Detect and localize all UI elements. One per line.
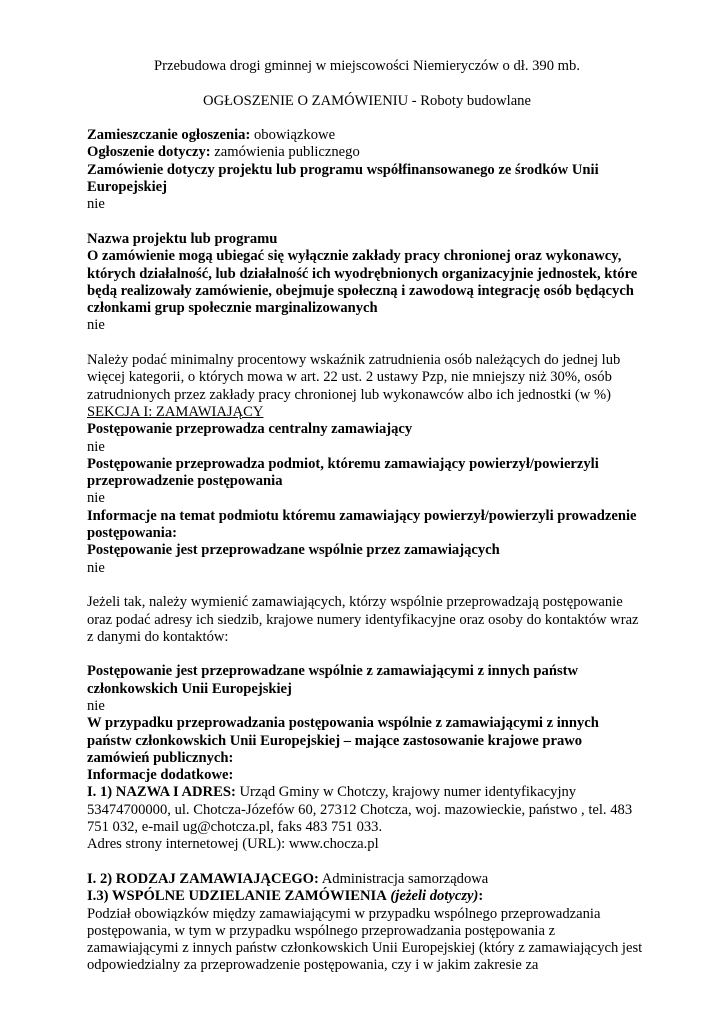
wspolne-row [87, 888, 647, 905]
chronione-answer: nie [87, 317, 105, 334]
ogloszenie-row [87, 144, 647, 161]
wspolne-label: I.3) WSPÓLNE UDZIELANIE ZAMÓWIENIA [87, 888, 387, 905]
informacje-dodatkowe-label: Informacje dodatkowe: [87, 767, 234, 784]
wspolnie-answer: nie [87, 559, 105, 576]
nazwa-adres-label: I. 1) NAZWA I ADRES: [87, 784, 236, 801]
projekt-answer: nie [87, 196, 105, 213]
centralny-question: Postępowanie przeprowadza centralny zamawiający [87, 421, 413, 438]
nazwa-adres-row [87, 784, 647, 836]
jezeli-tak-text: Jeżeli tak, należy wymienić zamawiających, którzy wspólnie przeprowadzają postępowanie oraz podać adresy ich siedzib, krajowe numery identyfikacyjne oraz osoby do kontaktów wraz z danymi do kontaktów: [87, 594, 639, 645]
rodzaj-label: I. 2) RODZAJ ZAMAWIAJĄCEGO: [87, 870, 319, 887]
zamieszczanie-value: obowiązkowe [250, 127, 336, 144]
chronione-question: O zamówienie mogą ubiegać się wyłącznie zakłady pracy chronionej oraz wykonawcy, których działalność, lub działalność ich wyodrębnionych organizacyjnie jednostek, które będą realizowały zamówienie, obejmuje społeczną i zawodową integrację osób będących członkami grup społecznie marginalizowanych [87, 248, 638, 317]
projekt-question: Zamówienie dotyczy projektu lub programu współfinansowanego ze środków Unii Europejskiej [87, 161, 599, 196]
centralny-answer: nie [87, 438, 105, 455]
rodzaj-value: Administracja samorządowa [318, 870, 489, 887]
informacje-podmiot-label: Informacje na temat podmiotu któremu zamawiający powierzył/powierzyli prowadzenie postępowania: [87, 507, 637, 542]
ogloszenie-value: zamówienia publicznego [210, 144, 360, 161]
wspolne-italic: (jeżeli dotyczy) [390, 888, 479, 905]
ue-answer: nie [87, 697, 105, 714]
wspolnie-question: Postępowanie jest przeprowadzane wspólnie przez zamawiających [87, 542, 500, 559]
nazwa-projektu-label: Nazwa projektu lub programu [87, 230, 278, 247]
document-subtitle: OGŁOSZENIE O ZAMÓWIENIU - Roboty budowlane [203, 92, 531, 109]
document-page [87, 58, 647, 975]
zamieszczanie-row [87, 127, 647, 144]
podmiot-question: Postępowanie przeprowadza podmiot, któremu zamawiający powierzył/powierzyli przeprowadzenie postępowania [87, 455, 599, 490]
sekcja-heading: SEKCJA I: ZAMAWIAJĄCY [87, 403, 264, 420]
podzial-text: Podział obowiązków między zamawiającymi w przypadku wspólnego przeprowadzania postępowania, w tym w przypadku wspólnego przeprowadzania postępowania z zamawiającymi z innych państw członkowskich Unii Europejskiej (który z zamawiających jest odpowiedzialny za przeprowadzenie postępowania, czy i w jakim zakresie za [87, 905, 643, 974]
ue-question: Postępowanie jest przeprowadzane wspólnie z zamawiającymi z innych państw członkowskich Unii Europejskiej [87, 663, 579, 697]
podmiot-answer: nie [87, 490, 105, 507]
wspolne-colon: : [478, 888, 484, 905]
zamieszczanie-label: Zamieszczanie ogłoszenia: [87, 127, 251, 144]
nazwa-adres-value: Urząd Gminy w Chotczy, krajowy numer identyfikacyjny 53474700000, ul. Chotcza-Józefów 60, 27312 Chotcza, woj. mazowieckie, państwo , tel. 483 751 032, e-mail ug@chotcza.pl, faks 483 751 033. [87, 784, 633, 836]
rodzaj-row [87, 871, 647, 888]
document-title: Przebudowa drogi gminnej w miejscowości Niemieryczów o dł. 390 mb. [154, 58, 580, 74]
prawo-question: W przypadku przeprowadzania postępowania wspólnie z zamawiającymi z innych państw członkowskich Unii Europejskiej – mające zastosowanie krajowe prawo zamówień publicznych: [87, 715, 599, 766]
ogloszenie-label: Ogłoszenie dotyczy: [87, 144, 211, 161]
www-row: Adres strony internetowej (URL): www.chocza.pl [87, 836, 379, 853]
wskaznik-text: Należy podać minimalny procentowy wskaźnik zatrudnienia osób należących do jednej lub więcej kategorii, o których mowa w art. 22 ust. 2 ustawy Pzp, nie mniejszy niż 30%, osób zatrudnionych przez zakłady pracy chronionej lub wykonawców albo ich jednostki (w %) [87, 352, 621, 403]
